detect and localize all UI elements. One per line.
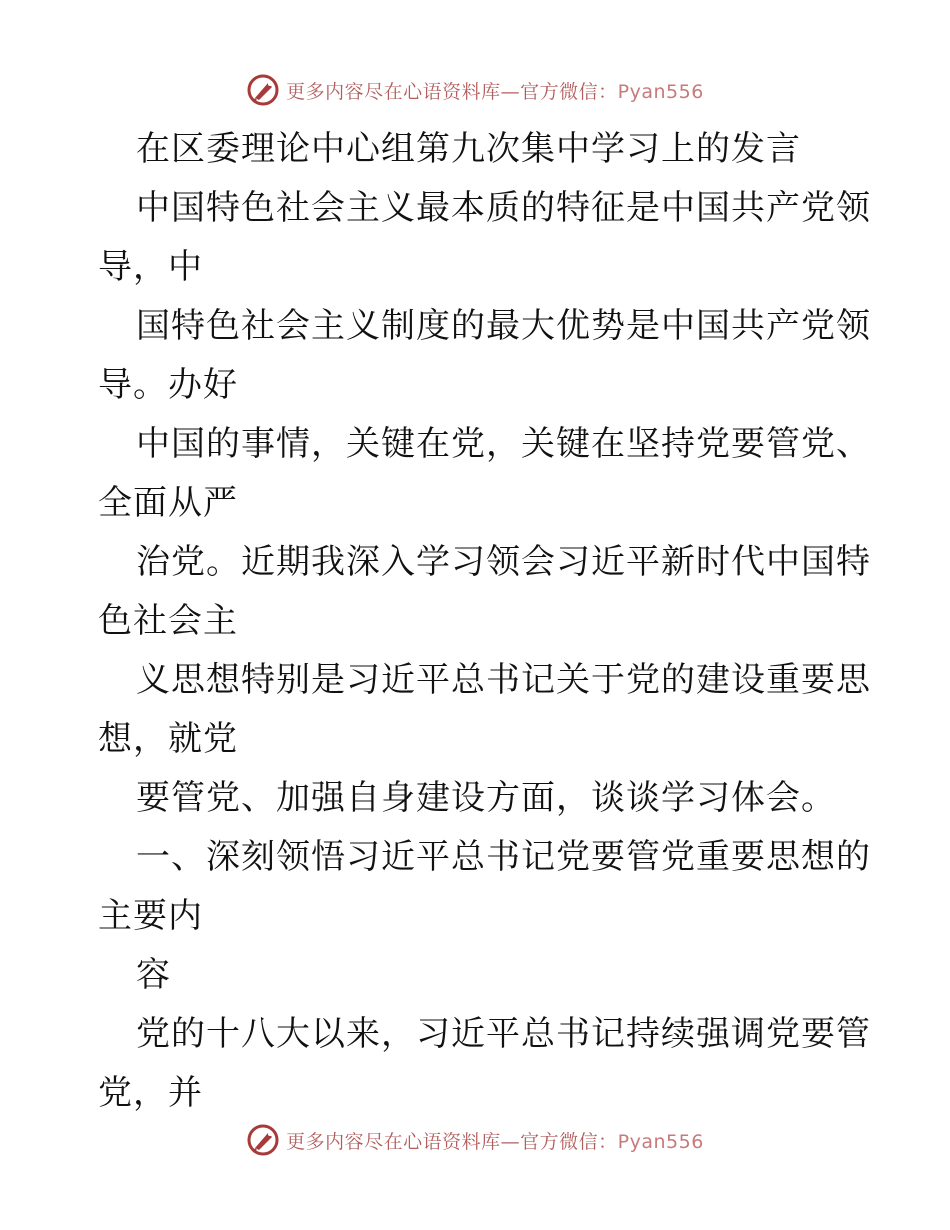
text-line: 想，就党 xyxy=(98,719,238,759)
section-heading-cont: 主要内 xyxy=(98,896,203,936)
text-line: 要管党、加强自身建设方面，谈谈学习体会。 xyxy=(136,778,836,818)
text-line: 导，中 xyxy=(98,247,203,287)
text-line: 党，并 xyxy=(98,1073,203,1113)
text-line: 治党。近期我深入学习领会习近平新时代中国特 xyxy=(136,542,871,582)
text-line: 中国的事情，关键在党，关键在坚持党要管党、 xyxy=(136,424,871,464)
text-line: 色社会主 xyxy=(98,601,238,641)
footer-banner-text xyxy=(286,1127,704,1154)
header-banner xyxy=(0,70,950,110)
document-body xyxy=(98,120,871,1123)
section-heading-cont: 容 xyxy=(136,955,171,995)
header-banner-label: 更多内容尽在心语资料库—官方微信： xyxy=(286,80,618,103)
document-title: 在区委理论中心组第九次集中学习上的发言 xyxy=(136,129,801,169)
header-wechat-id: Pyan556 xyxy=(617,80,704,103)
footer-banner-label: 更多内容尽在心语资料库—官方微信： xyxy=(286,1130,618,1153)
text-line: 义思想特别是习近平总书记关于党的建设重要思 xyxy=(136,660,871,700)
text-line: 党的十八大以来，习近平总书记持续强调党要管 xyxy=(136,1014,871,1054)
header-banner-text xyxy=(286,77,704,104)
pen-logo-icon xyxy=(246,73,280,107)
footer-banner xyxy=(0,1120,950,1160)
pen-logo-icon xyxy=(246,1123,280,1157)
text-line: 导。办好 xyxy=(98,365,238,405)
footer-wechat-id: Pyan556 xyxy=(617,1130,704,1153)
text-line: 全面从严 xyxy=(98,483,238,523)
text-line: 国特色社会主义制度的最大优势是中国共产党领 xyxy=(136,306,871,346)
section-heading: 一、深刻领悟习近平总书记党要管党重要思想的 xyxy=(136,837,871,877)
text-line: 中国特色社会主义最本质的特征是中国共产党领 xyxy=(136,188,871,228)
